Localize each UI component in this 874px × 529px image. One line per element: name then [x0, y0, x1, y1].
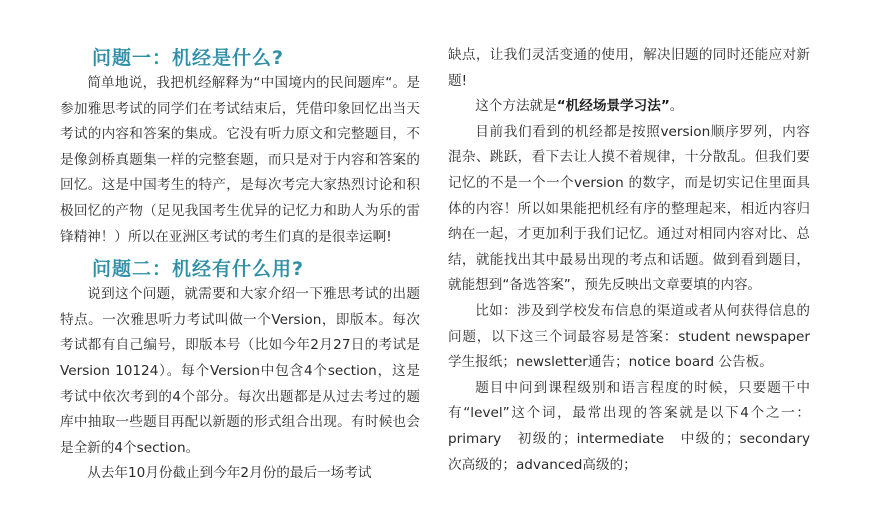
heading-what-use: 问题二：机经有什么用?: [92, 258, 305, 281]
paragraph-definition: 简单地说，我把机经解释为“中国境内的民间题库“。是参加雅思考试的同学们在考试结束后，凭借印象回忆出当天考试的内容和答案的集成。它没有听力原文和完整题目，不是像剑桥真题集一样的完整套题，而只是对于内容和答案的回忆。这是中国考生的特产，是每次考完大家热烈讨论和积极回忆的产物（足见我国考生优异的记忆力和助人为乐的雷锋精神！）所以在亚洲区考试的考生们真的是很幸运啊!: [60, 75, 420, 245]
left-column: [60, 0, 420, 487]
method-name: “机经场景学习法”: [556, 98, 670, 115]
method-suffix: 。: [669, 98, 684, 115]
paragraph-example-school: 比如：涉及到学校发布信息的渠道或者从何获得信息的问题，以下这三个词最容易是答案：student newspaper学生报纸；newsletter通告；notice board 公告板。: [448, 302, 810, 371]
paragraph-exam-features: 说到这个问题，就需要和大家介绍一下雅思考试的出题特点。一次雅思听力考试叫做一个Version，即版本。每次考试都有自己编号，即版本号（比如今年2月27日的考试是Version 10124）。每个Version中包含4个section，这是考试中依次考到的4个部分。每次出题都是从过去考过的题库中抽取一些题目再配以新题的形式组合出现。有时候也会是全新的4个section。: [60, 286, 420, 456]
paragraph-example-level: 题目中问到课程级别和语言程度的时候，只要题干中有“level”这个词，最常出现的答案就是以下4个之一：primary 初级的；intermediate 中级的；secondary 次高级的；advanced高级的；: [448, 379, 824, 473]
paragraph-last-exam: 从去年10月份截止到今年2月份的最后一场考试: [87, 465, 372, 482]
method-prefix: 这个方法就是: [475, 98, 557, 115]
paragraph-continued: 缺点，让我们灵活变通的使用，解决旧题的同时还能应对新题!: [448, 47, 810, 89]
right-column: [448, 0, 824, 478]
paragraph-method: [448, 94, 810, 120]
paragraph-version-order: 目前我们看到的机经都是按照version顺序罗列，内容混杂、跳跃，看下去让人摸不着规律，十分散乱。但我们要记忆的不是一个一个version 的数字，而是切实记住里面具体的内容！所以如果能把机经有序的整理起来，相近内容归纳在一起，才更加利于我们记忆。通过对相同内容对比、总结，就能找出其中最易出现的考点和话题。做到看到题目，就能想到“备选答案”，预先反映出文章要填的内容。: [448, 123, 810, 294]
heading-what-is-jijing: 问题一：机经是什么?: [92, 47, 285, 69]
